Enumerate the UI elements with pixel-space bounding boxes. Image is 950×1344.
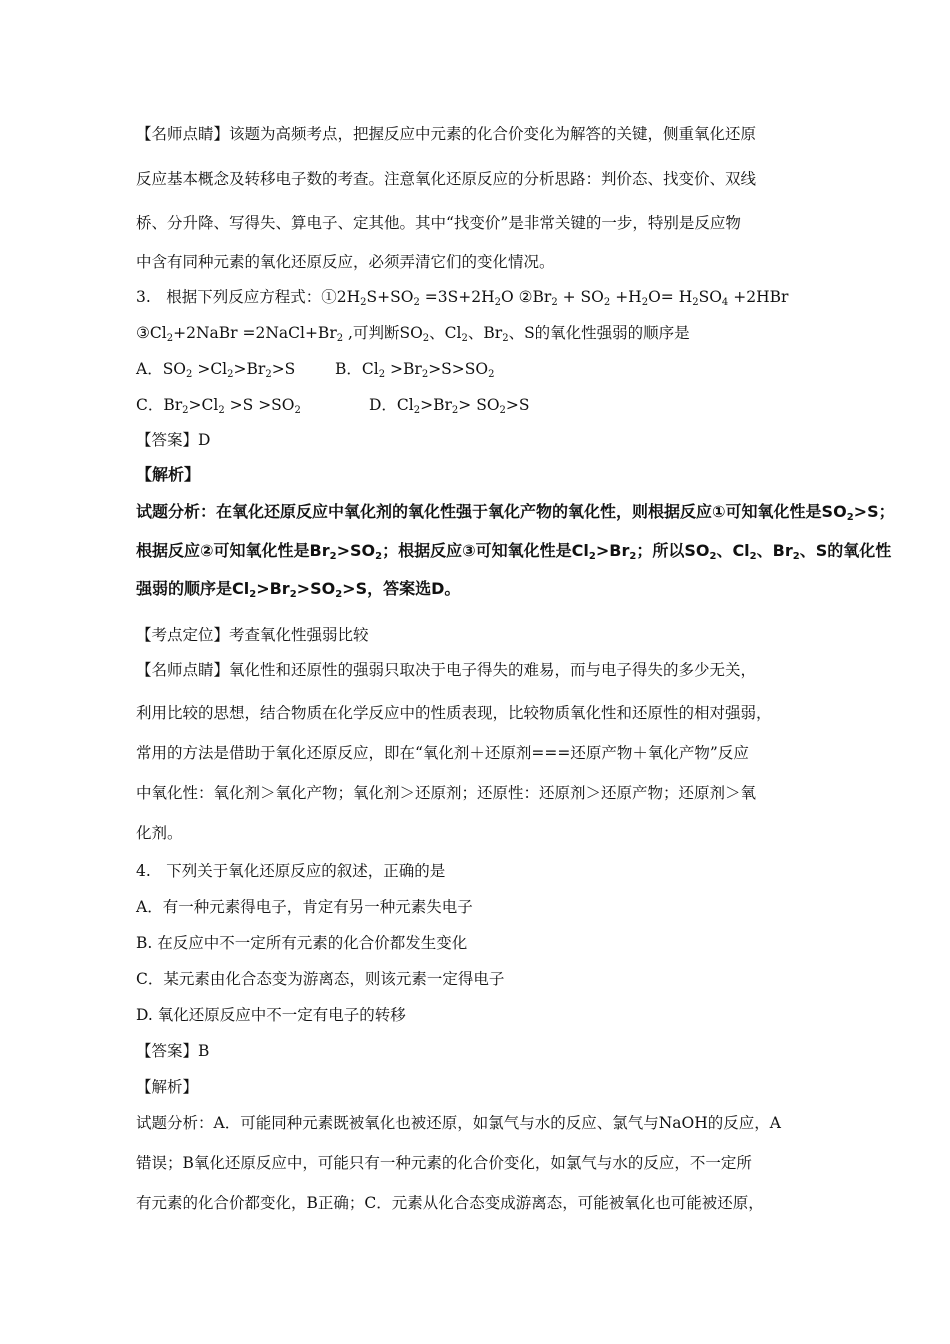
text-segment: >SO	[296, 579, 336, 598]
option-a: A．有一种元素得电子，肯定有另一种元素失电子	[136, 898, 473, 916]
text-segment: >SO	[336, 541, 376, 560]
text-segment: ；根据反应③可知氧化性是Cl	[382, 541, 589, 560]
text-segment: A．SO	[136, 360, 187, 378]
subscript: 2	[499, 405, 506, 416]
subscript: 2	[166, 333, 174, 344]
subscript: 2	[249, 589, 257, 600]
subscript: 2	[629, 551, 637, 562]
subscript: 2	[421, 369, 429, 380]
subscript: 2	[294, 405, 301, 416]
question-4-stem: 4. 下列关于氧化还原反应的叙述，正确的是	[136, 862, 446, 880]
subscript: 2	[488, 369, 495, 380]
text-line: 【名师点睛】该题为高频考点，把握反应中元素的化合价变化为解答的关键，侧重氧化还原	[136, 125, 757, 143]
subscript: 2	[336, 333, 344, 344]
text-segment: ,可判断SO	[343, 324, 423, 342]
text-segment: ③Cl	[136, 324, 167, 342]
text-segment: 、S的氧化性	[799, 541, 892, 560]
text-line: 【名师点睛】氧化性和还原性的强弱只取决于电子得失的难易，而与电子得失的多少无关，	[136, 661, 757, 679]
text-segment: 强弱的顺序是Cl	[136, 579, 250, 598]
subscript: 2	[375, 551, 383, 562]
text-segment: C．Br	[136, 396, 183, 414]
option-a	[136, 358, 295, 380]
subscript: 2	[289, 589, 297, 600]
option-c: C．某元素由化合态变为游离态，则该元素一定得电子	[136, 970, 505, 988]
subscript: 2	[335, 589, 343, 600]
text-line: 化剂。	[136, 824, 183, 842]
text-segment: =3S+2H	[419, 288, 495, 306]
subscript: 2	[749, 551, 757, 562]
text-line: 常用的方法是借助于氧化还原反应，即在“氧化剂＋还原剂===还原产物＋氧化产物”反应	[136, 744, 749, 762]
analysis-text	[136, 540, 891, 562]
text-segment: >Br	[420, 396, 452, 414]
subscript: 2	[792, 551, 800, 562]
text-segment: >S，答案选D。	[342, 579, 461, 598]
text-segment: >S；	[853, 502, 895, 521]
subscript: 2	[227, 369, 234, 380]
option-b	[335, 358, 494, 380]
subscript: 2	[451, 405, 459, 416]
text-segment: ；所以SO	[636, 541, 710, 560]
subscript: 2	[422, 333, 430, 344]
subscript: 2	[413, 297, 420, 308]
text-segment: >S	[505, 396, 530, 414]
subscript: 4	[721, 297, 729, 308]
subscript: 2	[218, 405, 225, 416]
analysis-text	[136, 578, 460, 600]
text-segment: >Br	[256, 579, 290, 598]
text-segment: SO	[698, 288, 722, 306]
analysis-heading: 【解析】	[136, 465, 201, 484]
subscript: 2	[551, 297, 558, 308]
subscript: 2	[461, 333, 468, 344]
subscript: 2	[413, 405, 421, 416]
text-segment: 根据反应②可知氧化性是Br	[136, 541, 330, 560]
subscript: 2	[709, 551, 717, 562]
analysis-heading: 【解析】	[136, 1078, 199, 1096]
text-segment: >Br	[233, 360, 266, 378]
text-segment: 、S的氧化性强弱的顺序是	[508, 324, 690, 342]
subscript: 2	[692, 297, 699, 308]
text-line: 桥、分升降、写得失、算电子、定其他。其中“找变价”是非常关键的一步，特别是反应物	[136, 214, 741, 232]
text-segment: 、Cl	[716, 541, 750, 560]
subscript: 2	[494, 297, 501, 308]
option-b: B. 在反应中不一定所有元素的化合价都发生变化	[136, 934, 468, 952]
text-segment: +2NaBr =2NaCl+Br	[173, 324, 337, 342]
text-line: 中含有同种元素的氧化还原反应，必须弄清它们的变化情况。	[136, 253, 555, 271]
text-segment: +2HBr	[728, 288, 789, 306]
text-segment: 3. 根据下列反应方程式：①2H	[136, 288, 361, 306]
subscript: 2	[603, 297, 611, 308]
text-segment: >Cl	[192, 360, 228, 378]
text-segment: >Br	[595, 541, 630, 560]
text-segment: 、Cl	[429, 324, 462, 342]
subscript: 2	[378, 369, 386, 380]
subscript: 2	[846, 512, 854, 523]
text-segment: >Br	[385, 360, 422, 378]
text-line: 【考点定位】考查氧化性强弱比较	[136, 626, 369, 644]
subscript: 2	[588, 551, 596, 562]
analysis-text	[136, 501, 895, 523]
text-line: 试题分析：A．可能同种元素既被氧化也被还原，如氯气与水的反应、氯气与NaOH的反应，A	[136, 1114, 781, 1132]
text-segment: > SO	[458, 396, 500, 414]
text-segment: B．Cl	[335, 360, 379, 378]
answer-label: 【答案】B	[136, 1042, 210, 1060]
subscript: 2	[265, 369, 272, 380]
text-segment: O ②Br	[501, 288, 552, 306]
subscript: 2	[182, 405, 189, 416]
option-d: D. 氧化还原反应中不一定有电子的转移	[136, 1006, 406, 1024]
subscript: 2	[641, 297, 649, 308]
text-segment: 、Br	[467, 324, 503, 342]
text-line: 利用比较的思想，结合物质在化学反应中的性质表现，比较物质氧化性和还原性的相对强弱，	[136, 704, 772, 722]
question-3-stem-cont	[136, 322, 690, 344]
option-c	[136, 394, 301, 416]
subscript: 2	[186, 369, 193, 380]
question-3-stem	[136, 286, 788, 308]
subscript: 2	[502, 333, 509, 344]
text-segment: + SO	[557, 288, 604, 306]
text-segment: D．Cl	[369, 396, 414, 414]
subscript: 2	[360, 297, 367, 308]
text-line: 有元素的化合价都变化，B正确；C．元素从化合态变成游离态，可能被氧化也可能被还原，	[136, 1194, 764, 1212]
text-line: 反应基本概念及转移电子数的考查。注意氧化还原反应的分析思路：判价态、找变价、双线	[136, 170, 757, 188]
subscript: 2	[329, 551, 337, 562]
text-line: 中氧化性：氧化剂＞氧化产物；氧化剂＞还原剂；还原性：还原剂＞还原产物；还原剂＞氧	[136, 784, 757, 802]
text-segment: +H	[610, 288, 642, 306]
text-segment: 试题分析：在氧化还原反应中氧化剂的氧化性强于氧化产物的氧化性，则根据反应①可知氧化性是SO	[136, 502, 847, 521]
text-segment: 、Br	[756, 541, 793, 560]
answer-label: 【答案】D	[136, 431, 211, 449]
text-segment: >S>SO	[428, 360, 489, 378]
text-segment: >Cl	[188, 396, 219, 414]
text-segment: S+SO	[366, 288, 414, 306]
option-d	[369, 394, 530, 416]
text-segment: >S	[271, 360, 296, 378]
text-segment: O= H	[648, 288, 693, 306]
text-line: 错误；B氧化还原反应中，可能只有一种元素的化合价变化，如氯气与水的反应，不一定所	[136, 1154, 752, 1172]
text-segment: >S >SO	[224, 396, 295, 414]
